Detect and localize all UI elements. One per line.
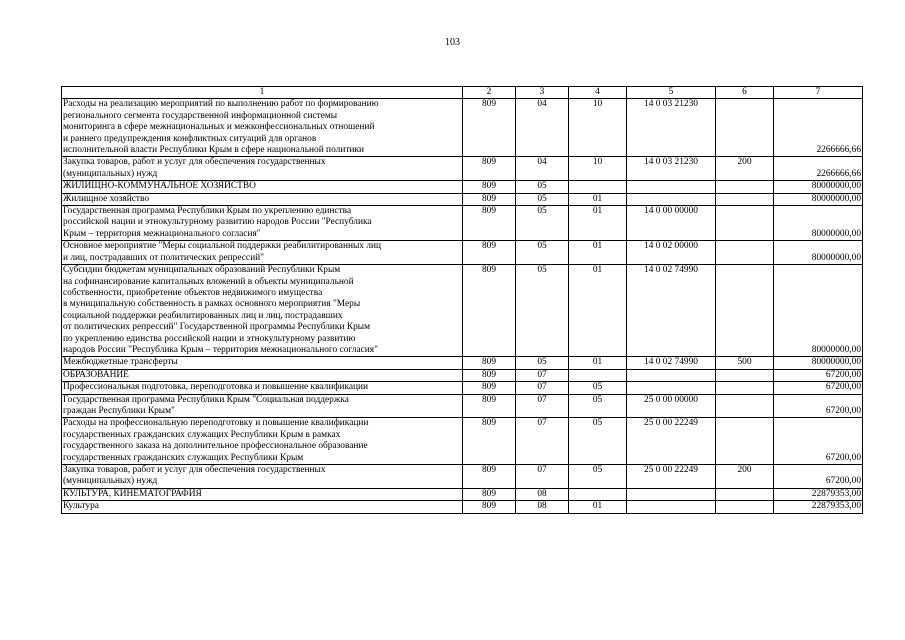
- subsection-code-cell: 01: [569, 357, 627, 369]
- amount-cell: 80000000,00: [774, 265, 863, 357]
- row-name-line: Государственная программа Республики Крым по укреплению единства: [63, 206, 352, 217]
- amount-cell: 67200,00: [774, 394, 863, 418]
- row-name-line: на софинансирование капитальных вложений в объекты муниципальной: [63, 276, 354, 287]
- section-code-cell: 07: [516, 418, 569, 465]
- row-name-line: Профессиональная подготовка, переподготовка и повышение квалификации: [63, 382, 369, 393]
- row-name-cell: [62, 241, 463, 265]
- expense-type-cell: [716, 99, 774, 157]
- table-row: [62, 394, 863, 418]
- grbs-code-cell: 809: [463, 99, 516, 157]
- grbs-code-cell: 809: [463, 157, 516, 181]
- row-name-line: Государственная программа Республики Крым "Социальная поддержка: [63, 394, 349, 405]
- target-article-cell: [627, 181, 716, 193]
- row-name-line: по укреплению единства российской нации и этнокультурному развитию: [63, 333, 356, 344]
- amount-cell: 67200,00: [774, 418, 863, 465]
- amount-cell: 67200,00: [774, 369, 863, 381]
- table-row: [62, 465, 863, 489]
- amount-cell: 80000000,00: [774, 357, 863, 369]
- row-name-line: государственного заказа на дополнительное профессиональное образование: [63, 441, 368, 452]
- target-article-cell: 14 0 00 00000: [627, 206, 716, 241]
- subsection-code-cell: 05: [569, 418, 627, 465]
- grbs-code-cell: 809: [463, 357, 516, 369]
- grbs-code-cell: 809: [463, 501, 516, 513]
- row-name-line: собственности, приобретение объектов недвижимого имущества: [63, 287, 323, 298]
- subsection-code-cell: 05: [569, 382, 627, 394]
- subsection-code-cell: 01: [569, 265, 627, 357]
- expense-type-cell: 200: [716, 465, 774, 489]
- column-header: 6: [716, 87, 774, 99]
- row-name-line: Субсидии бюджетам муниципальных образований Республики Крым: [63, 265, 341, 276]
- section-code-cell: 04: [516, 99, 569, 157]
- row-name-line: от политических репрессий" Государственной программы Республики Крым: [63, 322, 371, 333]
- row-name-cell: [62, 265, 463, 357]
- table-row: [62, 488, 863, 500]
- row-name-cell: [62, 193, 463, 205]
- table-row: [62, 501, 863, 513]
- row-name-line: Расходы на реализацию мероприятий по выполнению работ по формированию: [63, 99, 379, 110]
- row-name-line: ЖИЛИЩНО-КОММУНАЛЬНОЕ ХОЗЯЙСТВО: [63, 181, 256, 192]
- section-code-cell: 07: [516, 369, 569, 381]
- row-name-cell: [62, 357, 463, 369]
- expense-type-cell: 500: [716, 357, 774, 369]
- column-header: 2: [463, 87, 516, 99]
- subsection-code-cell: 05: [569, 465, 627, 489]
- row-name-line: мониторинга в сфере межнациональных и межконфессиональных отношений: [63, 122, 375, 133]
- row-name-line: и раннего предупреждения конфликтных ситуаций для органов: [63, 133, 317, 144]
- table-row: [62, 193, 863, 205]
- expense-type-cell: [716, 181, 774, 193]
- subsection-code-cell: 10: [569, 157, 627, 181]
- table-row: [62, 265, 863, 357]
- expense-type-cell: [716, 418, 774, 465]
- amount-cell: 22879353,00: [774, 501, 863, 513]
- expense-type-cell: [716, 501, 774, 513]
- row-name-line: Основное мероприятие "Меры социальной поддержки реабилитированных лиц: [63, 241, 382, 252]
- amount-cell: 80000000,00: [774, 193, 863, 205]
- row-name-line: Закупка товаров, работ и услуг для обеспечения государственных: [63, 157, 326, 168]
- target-article-cell: 14 0 02 00000: [627, 241, 716, 265]
- header-row: [62, 87, 863, 99]
- row-name-line: Жилищное хозяйство: [63, 193, 150, 204]
- target-article-cell: 25 0 00 22249: [627, 418, 716, 465]
- target-article-cell: 14 0 03 21230: [627, 157, 716, 181]
- table-row: [62, 206, 863, 241]
- expense-type-cell: [716, 488, 774, 500]
- grbs-code-cell: 809: [463, 206, 516, 241]
- subsection-code-cell: [569, 369, 627, 381]
- grbs-code-cell: 809: [463, 265, 516, 357]
- subsection-code-cell: 01: [569, 206, 627, 241]
- target-article-cell: [627, 501, 716, 513]
- column-header: 3: [516, 87, 569, 99]
- row-name-cell: [62, 369, 463, 381]
- section-code-cell: 05: [516, 241, 569, 265]
- grbs-code-cell: 809: [463, 394, 516, 418]
- table-row: [62, 357, 863, 369]
- target-article-cell: 25 0 00 22249: [627, 465, 716, 489]
- grbs-code-cell: 809: [463, 193, 516, 205]
- grbs-code-cell: 809: [463, 382, 516, 394]
- row-name-line: государственных гражданских служащих Республики Крым в рамках: [63, 429, 341, 440]
- target-article-cell: [627, 193, 716, 205]
- subsection-code-cell: [569, 181, 627, 193]
- section-code-cell: 05: [516, 357, 569, 369]
- subsection-code-cell: 01: [569, 241, 627, 265]
- row-name-line: регионального сегмента государственной информационной системы: [63, 110, 338, 121]
- section-code-cell: 05: [516, 181, 569, 193]
- table-row: [62, 241, 863, 265]
- grbs-code-cell: 809: [463, 181, 516, 193]
- row-name-line: и лиц, пострадавших от политических репрессий": [63, 252, 264, 263]
- section-code-cell: 07: [516, 465, 569, 489]
- amount-cell: 2266666,66: [774, 157, 863, 181]
- page-number: 103: [445, 37, 460, 48]
- expense-type-cell: 200: [716, 157, 774, 181]
- expense-type-cell: [716, 369, 774, 381]
- amount-cell: 80000000,00: [774, 181, 863, 193]
- section-code-cell: 07: [516, 382, 569, 394]
- target-article-cell: 14 0 03 21230: [627, 99, 716, 157]
- target-article-cell: [627, 488, 716, 500]
- row-name-line: социальной поддержки реабилитированных лиц и лиц, пострадавших: [63, 310, 343, 321]
- amount-cell: 67200,00: [774, 382, 863, 394]
- table-row: [62, 181, 863, 193]
- target-article-cell: 14 0 02 74990: [627, 357, 716, 369]
- row-name-line: ОБРАЗОВАНИЕ: [63, 369, 129, 380]
- row-name-line: российской нации и этнокультурному развитию народов России "Республика: [63, 217, 372, 228]
- row-name-cell: [62, 181, 463, 193]
- subsection-code-cell: 05: [569, 394, 627, 418]
- column-header: 5: [627, 87, 716, 99]
- row-name-cell: [62, 488, 463, 500]
- row-name-line: в муниципальную собственность в рамках основного мероприятия "Меры: [63, 299, 361, 310]
- grbs-code-cell: 809: [463, 369, 516, 381]
- table-row: [62, 369, 863, 381]
- section-code-cell: 04: [516, 157, 569, 181]
- target-article-cell: [627, 382, 716, 394]
- column-header: 7: [774, 87, 863, 99]
- table-row: [62, 418, 863, 465]
- section-code-cell: 05: [516, 265, 569, 357]
- row-name-cell: [62, 382, 463, 394]
- budget-table: [61, 86, 863, 514]
- row-name-cell: [62, 501, 463, 513]
- row-name-line: Крым – территория межнационального согласия": [63, 228, 261, 239]
- section-code-cell: 07: [516, 394, 569, 418]
- grbs-code-cell: 809: [463, 418, 516, 465]
- amount-cell: 80000000,00: [774, 241, 863, 265]
- expense-type-cell: [716, 241, 774, 265]
- row-name-line: Культура: [63, 501, 99, 512]
- column-header: 1: [62, 87, 463, 99]
- section-code-cell: 05: [516, 206, 569, 241]
- table-row: [62, 99, 863, 157]
- expense-type-cell: [716, 382, 774, 394]
- row-name-line: исполнительной власти Республики Крым в сфере национальной политики: [63, 145, 365, 156]
- section-code-cell: 05: [516, 193, 569, 205]
- amount-cell: 67200,00: [774, 465, 863, 489]
- row-name-line: Межбюджетные трансферты: [63, 357, 178, 368]
- table-row: [62, 157, 863, 181]
- row-name-cell: [62, 157, 463, 181]
- amount-cell: 2266666,66: [774, 99, 863, 157]
- row-name-line: государственных гражданских служащих Республики Крым: [63, 452, 304, 463]
- row-name-line: Закупка товаров, работ и услуг для обеспечения государственных: [63, 465, 326, 475]
- target-article-cell: 25 0 00 00000: [627, 394, 716, 418]
- row-name-line: (муниципальных) нужд: [63, 476, 158, 487]
- amount-cell: 22879353,00: [774, 488, 863, 500]
- row-name-cell: [62, 99, 463, 157]
- column-header: 4: [569, 87, 627, 99]
- grbs-code-cell: 809: [463, 488, 516, 500]
- grbs-code-cell: 809: [463, 465, 516, 489]
- row-name-line: граждан Республики Крым": [63, 405, 175, 416]
- target-article-cell: [627, 369, 716, 381]
- table-row: [62, 382, 863, 394]
- section-code-cell: 08: [516, 488, 569, 500]
- row-name-line: народов России "Республика Крым – территория межнационального согласия": [63, 344, 378, 355]
- grbs-code-cell: 809: [463, 241, 516, 265]
- subsection-code-cell: 10: [569, 99, 627, 157]
- row-name-cell: [62, 465, 463, 489]
- row-name-cell: [62, 418, 463, 465]
- subsection-code-cell: 01: [569, 193, 627, 205]
- amount-cell: 80000000,00: [774, 206, 863, 241]
- expense-type-cell: [716, 206, 774, 241]
- expense-type-cell: [716, 394, 774, 418]
- target-article-cell: 14 0 02 74990: [627, 265, 716, 357]
- row-name-cell: [62, 394, 463, 418]
- subsection-code-cell: 01: [569, 501, 627, 513]
- row-name-line: (муниципальных) нужд: [63, 168, 158, 179]
- row-name-line: КУЛЬТУРА, КИНЕМАТОГРАФИЯ: [63, 488, 202, 499]
- subsection-code-cell: [569, 488, 627, 500]
- row-name-line: Расходы на профессиональную переподготовку и повышение квалификации: [63, 418, 369, 429]
- row-name-cell: [62, 206, 463, 241]
- section-code-cell: 08: [516, 501, 569, 513]
- expense-type-cell: [716, 265, 774, 357]
- expense-type-cell: [716, 193, 774, 205]
